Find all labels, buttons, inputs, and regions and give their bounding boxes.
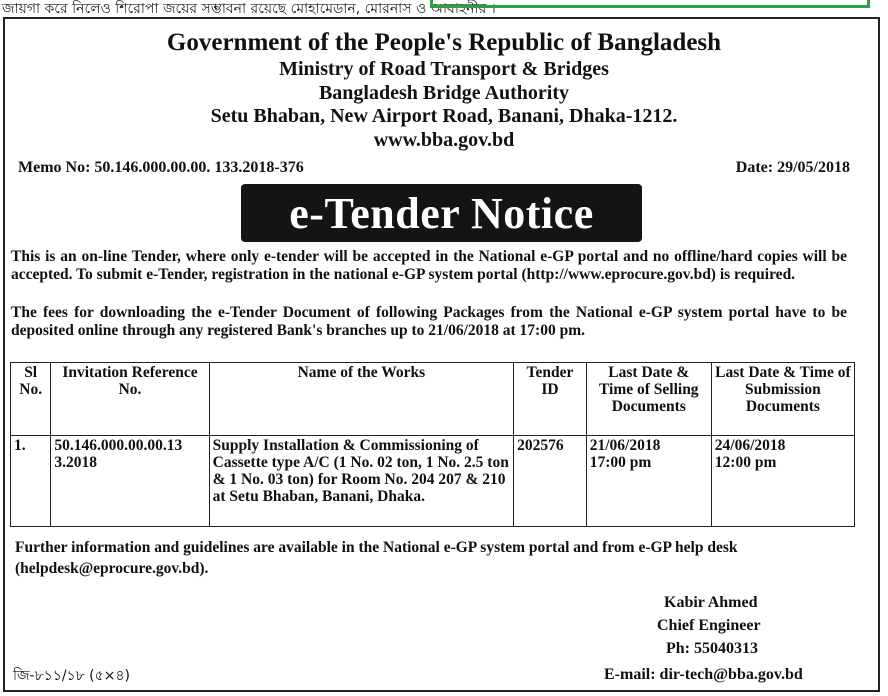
cell-works-name: Supply Installation & Commissioning of Cassette type A/C (1 No. 02 ton, 1 No. 2.5 ton & 1 No. 03 ton) for Room No. 204 207 & 210 at Setu Bhaban, Banani, Dhaka. bbox=[209, 436, 514, 527]
cell-selling-deadline bbox=[586, 436, 711, 527]
signatory-email[interactable]: E-mail: dir-tech@bba.gov.bd bbox=[604, 666, 803, 683]
signatory-title: Chief Engineer bbox=[657, 617, 761, 634]
government-title: Government of the People's Republic of Bangladesh bbox=[166, 29, 722, 56]
adjacent-ad-border bbox=[430, 0, 870, 8]
submission-time: 12:00 pm bbox=[714, 454, 777, 471]
notice-date: Date: 29/05/2018 bbox=[735, 159, 850, 176]
tender-intro-paragraph: This is an on-line Tender, where only e-tender will be accepted in the National e-GP portal and no offline/hard copies will be accepted. To submit e-Tender, registration in the national e-GP system portal (http://www.eprocure.gov.bd) is required. bbox=[11, 248, 847, 283]
further-info: Further information and guidelines are available in the National e-GP system portal and from e-GP help desk (helpdesk@eprocure.gov.bd). bbox=[15, 539, 738, 577]
newspaper-top-strip bbox=[0, 0, 888, 16]
header-selling-deadline: Last Date & Time of Selling Documents bbox=[586, 363, 711, 436]
selling-date: 21/06/2018 bbox=[589, 437, 661, 454]
table-header-row bbox=[11, 363, 855, 436]
cell-submission-deadline bbox=[711, 436, 854, 527]
footer-code: জি-৮১১/১৮ (৫×৪) bbox=[13, 668, 130, 684]
submission-date: 24/06/2018 bbox=[714, 437, 786, 454]
website-link[interactable]: www.bba.gov.bd bbox=[373, 129, 515, 151]
cell-sl: 1. bbox=[11, 436, 51, 527]
header-sl: Sl No. bbox=[11, 363, 51, 436]
header-tender-id: Tender ID bbox=[514, 363, 587, 436]
signatory-name: Kabir Ahmed bbox=[664, 594, 758, 611]
memo-number: Memo No: 50.146.000.00.00. 133.2018-376 bbox=[18, 159, 304, 176]
selling-time: 17:00 pm bbox=[589, 454, 652, 471]
authority-name: Bangladesh Bridge Authority bbox=[318, 82, 570, 104]
header-works-name: Name of the Works bbox=[209, 363, 514, 436]
notice-banner: e-Tender Notice bbox=[241, 184, 642, 242]
cell-tender-id: 202576 bbox=[514, 436, 587, 527]
header-submission-deadline: Last Date & Time of Submission Documents bbox=[711, 363, 854, 436]
table-row bbox=[11, 436, 855, 527]
ministry-name: Ministry of Road Transport & Bridges bbox=[279, 58, 609, 80]
works-table bbox=[10, 362, 855, 527]
clipped-headline: জায়গা করে নিলেও শিরোপা জয়ের সম্ভাবনা রয়েছে মোহামেডান, মোরনাস ও আবাহনীর । bbox=[2, 1, 496, 16]
signatory-phone: Ph: 55040313 bbox=[666, 640, 758, 657]
cell-invitation-ref: 50.146.000.00.00.13 3.2018 bbox=[51, 436, 209, 527]
fee-paragraph: The fees for downloading the e-Tender Document of following Packages from the National e-GP system portal have to be deposited online through any registered Bank's branches up to 21/06/2018 at 17:00 pm. bbox=[11, 304, 847, 339]
address: Setu Bhaban, New Airport Road, Banani, Dhaka-1212. bbox=[210, 105, 678, 127]
header-invitation-ref: Invitation Reference No. bbox=[51, 363, 209, 436]
